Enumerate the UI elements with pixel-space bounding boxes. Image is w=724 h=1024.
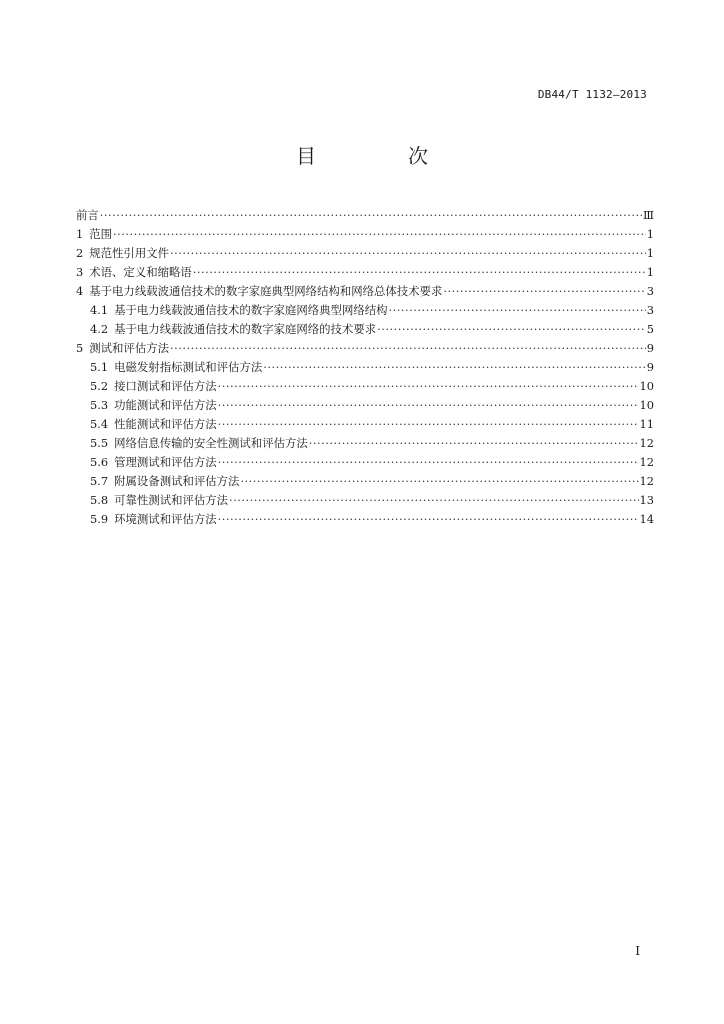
toc-dot-leader (113, 225, 646, 244)
toc-entry-label (90, 320, 376, 339)
toc-dot-leader (100, 206, 642, 225)
toc-entry-number: 5.1 (90, 360, 109, 374)
toc-entry[interactable] (76, 491, 654, 510)
toc-entry-number: 5.7 (90, 474, 109, 488)
toc-dot-leader (170, 339, 646, 358)
toc-entry-number: 3 (76, 265, 84, 279)
toc-entry-title: 附属设备测试和评估方法 (114, 474, 240, 488)
toc-entry-label (76, 244, 169, 263)
toc-entry[interactable] (76, 320, 654, 339)
toc-entry-page: 3 (646, 284, 654, 298)
toc-entry-label (90, 491, 228, 510)
toc-entry-title: 电磁发射指标测试和评估方法 (114, 360, 263, 374)
toc-entry-page: 3 (646, 303, 654, 317)
toc-entry-title: 接口测试和评估方法 (114, 379, 217, 393)
toc-entry-label (90, 301, 388, 320)
toc-entry-number: 5.8 (90, 493, 109, 507)
toc-dot-leader (389, 301, 646, 320)
toc-entry-page: 5 (646, 322, 654, 336)
toc-dot-leader (240, 472, 638, 491)
toc-entry-title: 管理测试和评估方法 (114, 455, 217, 469)
toc-entry-label (90, 396, 217, 415)
toc-entry-label (90, 415, 217, 434)
toc-entry[interactable] (76, 453, 654, 472)
toc-entry-page: 13 (639, 493, 654, 507)
toc-entry-title: 网络信息传输的安全性测试和评估方法 (114, 436, 308, 450)
toc-entry-number: 5 (76, 341, 84, 355)
toc-entry-label (90, 510, 217, 529)
toc-entry-label (90, 453, 217, 472)
toc-entry-number: 5.2 (90, 379, 109, 393)
toc-entry-page: Ⅲ (643, 208, 654, 222)
toc-entry[interactable] (76, 282, 654, 301)
toc-entry-title: 环境测试和评估方法 (114, 512, 217, 526)
toc-dot-leader (229, 491, 638, 510)
toc-entry[interactable] (76, 301, 654, 320)
toc-entry-title: 基于电力线载波通信技术的数字家庭网络典型网络结构 (114, 303, 388, 317)
toc-dot-leader (218, 415, 639, 434)
toc-entry-page: 1 (646, 246, 654, 260)
toc-entry-page: 12 (639, 436, 654, 450)
toc-dot-leader (170, 244, 646, 263)
toc-entry-page: 1 (646, 265, 654, 279)
toc-entry-title: 性能测试和评估方法 (114, 417, 217, 431)
toc-entry[interactable] (76, 206, 654, 225)
toc-entry-page: 10 (639, 379, 654, 393)
toc-entry[interactable] (76, 244, 654, 263)
toc-entry[interactable] (76, 358, 654, 377)
toc-entry-title: 测试和评估方法 (89, 341, 169, 355)
toc-entry-page: 9 (646, 341, 654, 355)
toc-entry[interactable] (76, 472, 654, 491)
toc-dot-leader (263, 358, 646, 377)
toc-entry-label (90, 358, 262, 377)
toc-entry[interactable] (76, 263, 654, 282)
toc-entry-page: 11 (639, 417, 654, 431)
toc-entry-number: 5.5 (90, 436, 109, 450)
toc-entry-page: 14 (639, 512, 654, 526)
toc-dot-leader (443, 282, 645, 301)
toc-entry[interactable] (76, 225, 654, 244)
toc-entry-label (90, 434, 308, 453)
toc-entry[interactable] (76, 434, 654, 453)
toc-entry-title: 功能测试和评估方法 (114, 398, 217, 412)
toc-dot-leader (309, 434, 639, 453)
toc-entry-number: 4.1 (90, 303, 109, 317)
toc-entry-page: 10 (639, 398, 654, 412)
toc-dot-leader (377, 320, 646, 339)
toc-entry-label (76, 263, 192, 282)
toc-entry-title: 基于电力线载波通信技术的数字家庭典型网络结构和网络总体技术要求 (89, 284, 443, 298)
table-of-contents (76, 206, 654, 529)
toc-entry-title: 前言 (76, 208, 99, 222)
toc-entry-number: 4 (76, 284, 84, 298)
toc-entry-label (76, 282, 442, 301)
toc-entry-label (76, 339, 169, 358)
toc-entry[interactable] (76, 396, 654, 415)
toc-entry-page: 9 (646, 360, 654, 374)
toc-dot-leader (218, 377, 639, 396)
toc-entry-number: 5.9 (90, 512, 109, 526)
toc-entry-number: 5.3 (90, 398, 109, 412)
toc-entry-label (76, 206, 99, 225)
toc-dot-leader (218, 453, 639, 472)
toc-entry-number: 2 (76, 246, 84, 260)
toc-entry-label (90, 472, 239, 491)
toc-entry-number: 1 (76, 227, 84, 241)
toc-entry[interactable] (76, 510, 654, 529)
toc-dot-leader (193, 263, 646, 282)
toc-dot-leader (218, 510, 639, 529)
toc-entry-title: 基于电力线载波通信技术的数字家庭网络的技术要求 (114, 322, 377, 336)
toc-entry-label (76, 225, 112, 244)
toc-entry-number: 4.2 (90, 322, 109, 336)
toc-entry[interactable] (76, 415, 654, 434)
toc-entry-title: 术语、定义和缩略语 (89, 265, 192, 279)
toc-entry-title: 可靠性测试和评估方法 (114, 493, 229, 507)
toc-entry-label (90, 377, 217, 396)
toc-dot-leader (218, 396, 639, 415)
toc-entry[interactable] (76, 377, 654, 396)
page-title: 目 次 (296, 144, 464, 168)
toc-entry-number: 5.4 (90, 417, 109, 431)
toc-entry-page: 12 (639, 474, 654, 488)
toc-entry-number: 5.6 (90, 455, 109, 469)
toc-entry-title: 范围 (89, 227, 113, 241)
toc-entry-page: 12 (639, 455, 654, 469)
document-code: DB44/T 1132—2013 (537, 88, 647, 101)
toc-entry-title: 规范性引用文件 (89, 246, 169, 260)
toc-entry-page: 1 (646, 227, 654, 241)
toc-entry[interactable] (76, 339, 654, 358)
page-number: I (635, 944, 640, 958)
